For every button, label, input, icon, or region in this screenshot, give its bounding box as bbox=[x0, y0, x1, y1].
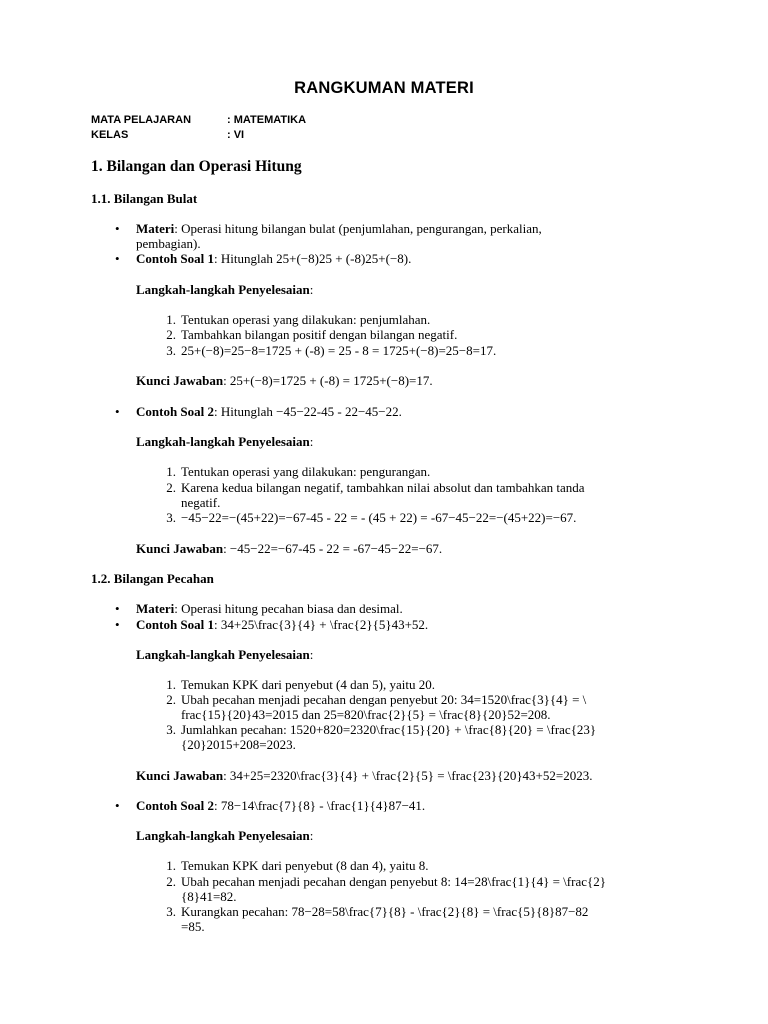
step-text-cont: {20}2015+208=2023. bbox=[181, 737, 296, 752]
step-number: 2. bbox=[166, 327, 176, 342]
steps-heading-label: Langkah-langkah Penyelesaian bbox=[136, 434, 310, 449]
step-text: Tambahkan bilangan positif dengan bilangan negatif. bbox=[181, 327, 458, 342]
answer-key-line bbox=[136, 768, 592, 783]
meta-class-value: : VI bbox=[227, 129, 245, 141]
step-text: Tentukan operasi yang dilakukan: pengurangan. bbox=[181, 464, 431, 479]
step-text: −45−22=−(45+22)=−67-45 - 22 = - (45 + 22) = -67−45−22=−(45+22)=−67. bbox=[181, 510, 577, 525]
step-text-cont: {8}41=82. bbox=[181, 889, 237, 904]
materi-line bbox=[136, 221, 542, 236]
step-text: Temukan KPK dari penyebut (8 dan 4), yaitu 8. bbox=[181, 858, 429, 873]
answer-key-text: : −45−22=−67-45 - 22 = -67−45−22=−67. bbox=[223, 541, 443, 556]
step-number: 1. bbox=[166, 677, 176, 692]
bullet: • bbox=[115, 798, 120, 813]
steps-heading: Langkah-langkah Penyelesaian: bbox=[136, 647, 314, 662]
step-number: 3. bbox=[166, 510, 176, 525]
materi-text: : Operasi hitung bilangan bulat (penjumlahan, pengurangan, perkalian, bbox=[174, 221, 542, 236]
step-number: 2. bbox=[166, 480, 176, 495]
example-label: Contoh Soal 2 bbox=[136, 404, 215, 419]
bullet: • bbox=[115, 404, 120, 419]
step-text-cont: frac{15}{20}43=2015 dan 25=820\frac{2}{5} = \frac{8}{20}52=208. bbox=[181, 707, 551, 722]
steps-heading-label: Langkah-langkah Penyelesaian bbox=[136, 647, 310, 662]
materi-label: Materi bbox=[136, 221, 175, 236]
step-text: Jumlahkan pecahan: 1520+820=2320\frac{15}{20} + \frac{8}{20} = \frac{23} bbox=[181, 722, 597, 737]
example-1-line bbox=[136, 617, 428, 632]
step-text: Ubah pecahan menjadi pecahan dengan penyebut 20: 34=1520\frac{3}{4} = \ bbox=[181, 692, 587, 707]
steps-heading-label: Langkah-langkah Penyelesaian bbox=[136, 828, 310, 843]
step-number: 1. bbox=[166, 312, 176, 327]
example-2-line bbox=[136, 798, 425, 813]
steps-heading: Langkah-langkah Penyelesaian: bbox=[136, 828, 314, 843]
subsection-heading-integers: 1.1. Bilangan Bulat bbox=[91, 191, 198, 206]
bullet: • bbox=[115, 617, 120, 632]
meta-subject-row bbox=[91, 114, 306, 126]
page-title: RANGKUMAN MATERI bbox=[294, 79, 474, 97]
section-heading: 1. Bilangan dan Operasi Hitung bbox=[91, 158, 302, 175]
step-number: 2. bbox=[166, 692, 176, 707]
answer-key-label: Kunci Jawaban bbox=[136, 541, 224, 556]
step-number: 2. bbox=[166, 874, 176, 889]
bullet: • bbox=[115, 601, 120, 616]
materi-line bbox=[136, 601, 403, 616]
step-text: Temukan KPK dari penyebut (4 dan 5), yaitu 20. bbox=[181, 677, 435, 692]
answer-key-line bbox=[136, 373, 433, 388]
step-number: 3. bbox=[166, 343, 176, 358]
bullet: • bbox=[115, 221, 120, 236]
answer-key-line bbox=[136, 541, 442, 556]
steps-heading: Langkah-langkah Penyelesaian: bbox=[136, 434, 314, 449]
meta-class-key: KELAS bbox=[91, 129, 129, 141]
steps-heading-label: Langkah-langkah Penyelesaian bbox=[136, 282, 310, 297]
example-label: Contoh Soal 2 bbox=[136, 798, 215, 813]
step-number: 1. bbox=[166, 858, 176, 873]
example-label: Contoh Soal 1 bbox=[136, 251, 215, 266]
answer-key-label: Kunci Jawaban bbox=[136, 768, 224, 783]
step-number: 3. bbox=[166, 904, 176, 919]
step-text-cont: =85. bbox=[181, 919, 205, 934]
example-2-line bbox=[136, 404, 402, 419]
example-text: : 78−14\frac{7}{8} - \frac{1}{4}87−41. bbox=[214, 798, 426, 813]
step-text: Ubah pecahan menjadi pecahan dengan penyebut 8: 14=28\frac{1}{4} = \frac{2} bbox=[181, 874, 606, 889]
answer-key-text: : 34+25=2320\frac{3}{4} + \frac{2}{5} = \frac{23}{20}43+52=2023. bbox=[223, 768, 593, 783]
answer-key-label: Kunci Jawaban bbox=[136, 373, 224, 388]
example-text: : Hitunglah 25+(−8)25 + (-8)25+(−8). bbox=[214, 251, 412, 266]
example-1-line bbox=[136, 251, 411, 266]
step-text: Karena kedua bilangan negatif, tambahkan nilai absolut dan tambahkan tanda bbox=[181, 480, 585, 495]
materi-text: : Operasi hitung pecahan biasa dan desimal. bbox=[174, 601, 403, 616]
bullet: • bbox=[115, 251, 120, 266]
example-text: : Hitunglah −45−22-45 - 22−45−22. bbox=[214, 404, 402, 419]
step-text: Kurangkan pecahan: 78−28=58\frac{7}{8} - \frac{2}{8} = \frac{5}{8}87−82 bbox=[181, 904, 589, 919]
meta-subject-key: MATA PELAJARAN bbox=[91, 114, 192, 126]
step-number: 3. bbox=[166, 722, 176, 737]
example-text: : 34+25\frac{3}{4} + \frac{2}{5}43+52. bbox=[214, 617, 429, 632]
materi-text-cont: pembagian). bbox=[136, 236, 201, 251]
materi-label: Materi bbox=[136, 601, 175, 616]
answer-key-text: : 25+(−8)=1725 + (-8) = 1725+(−8)=17. bbox=[223, 373, 433, 388]
step-text: Tentukan operasi yang dilakukan: penjumlahan. bbox=[181, 312, 431, 327]
step-number: 1. bbox=[166, 464, 176, 479]
steps-heading: Langkah-langkah Penyelesaian: bbox=[136, 282, 314, 297]
meta-class-row bbox=[91, 129, 244, 141]
example-label: Contoh Soal 1 bbox=[136, 617, 215, 632]
step-text-cont: negatif. bbox=[181, 495, 221, 510]
meta-subject-value: : MATEMATIKA bbox=[227, 114, 307, 126]
step-text: 25+(−8)=25−8=1725 + (-8) = 25 - 8 = 1725+(−8)=25−8=17. bbox=[181, 343, 497, 358]
subsection-heading-fractions: 1.2. Bilangan Pecahan bbox=[91, 571, 214, 586]
